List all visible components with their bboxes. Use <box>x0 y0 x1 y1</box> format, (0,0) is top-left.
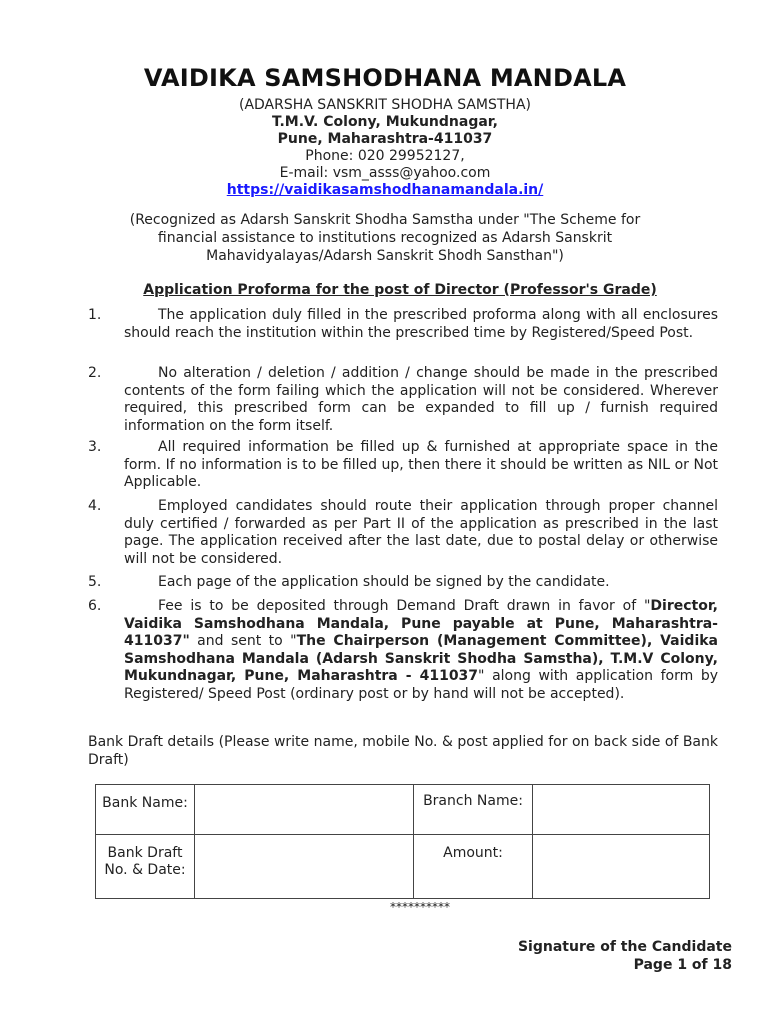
item-text: No alteration / deletion / addition / change should be made in the prescribed contents of the form failing which the application will not be considered. Wherever required, this prescribed form can be expanded to fill up / furnish required information on the form itself. <box>124 365 718 434</box>
org-subtitle: (ADARSHA SANSKRIT SHODHA SAMSTHA) <box>238 97 532 113</box>
instruction-item <box>88 365 718 435</box>
item-text: " along with application form by Registered/ Speed Post (ordinary post or by hand will not be accepted). <box>124 668 718 702</box>
website-wrap <box>0 181 770 199</box>
item-number: 2. <box>88 365 102 381</box>
item-text: Fee is to be deposited through Demand Draft drawn in favor of " <box>158 598 651 614</box>
instruction-item <box>88 598 718 703</box>
item-number: 4. <box>88 498 102 514</box>
instruction-item <box>88 439 718 492</box>
amount-field[interactable] <box>533 835 710 899</box>
page-number: Page 1 of 18 <box>633 957 732 973</box>
bank-draft-table <box>95 784 710 899</box>
instruction-item <box>88 307 718 342</box>
payee-text: Director, Vaidika Samshodhana Mandala, Pune payable at Pune, Maharashtra-411037" <box>124 598 718 649</box>
amount-label: Amount: <box>414 835 533 899</box>
item-number: 6. <box>88 598 102 614</box>
branch-name-field[interactable] <box>533 785 710 835</box>
footer <box>518 938 732 974</box>
branch-name-label: Branch Name: <box>414 785 533 835</box>
item-number: 5. <box>88 574 102 590</box>
bank-draft-note: Bank Draft details (Please write name, mobile No. & post applied for on back side of Bank Draft) <box>88 734 718 768</box>
address-line-2: Pune, Maharashtra-411037 <box>277 131 493 147</box>
bank-name-label: Bank Name: <box>96 785 195 835</box>
draft-field[interactable] <box>195 835 414 899</box>
org-title: VAIDIKA SAMSHODHANA MANDALA <box>143 64 627 92</box>
instruction-item <box>88 498 718 568</box>
item-text: All required information be filled up & furnished at appropriate space in the form. If no information is to be filled up, then there it should be written as NIL or Not Applicable. <box>124 439 718 490</box>
phone-line: Phone: 020 29952127, <box>305 148 465 164</box>
email-line: E-mail: vsm_asss@yahoo.com <box>279 165 491 181</box>
recipient-text: The Chairperson (Management Committee), Vaidika Samshodhana Mandala (Adarsh Sanskrit Shodha Samstha), T.M.V Colony, Mukundnagar, Pune, Maharashtra - 411037 <box>124 633 719 684</box>
instruction-item <box>88 574 718 592</box>
website-link[interactable]: https://vaidikasamshodhanamandala.in/ <box>226 182 544 198</box>
recognition-note: (Recognized as Adarsh Sanskrit Shodha Samstha under "The Scheme for financial assistance to institutions recognized as Adarsh Sanskrit Mahavidyalayas/Adarsh Sanskrit Shodh Sansthan") <box>129 212 641 264</box>
item-text: The application duly filled in the prescribed proforma along with all enclosures should reach the institution within the prescribed time by Registered/Speed Post. <box>124 307 718 341</box>
item-text: Each page of the application should be signed by the candidate. <box>158 574 610 590</box>
draft-label: Bank Draft No. & Date: <box>96 835 195 899</box>
bank-name-field[interactable] <box>195 785 414 835</box>
item-number: 3. <box>88 439 102 455</box>
form-heading: Application Proforma for the post of Director (Professor's Grade) <box>143 282 657 298</box>
item-text: Employed candidates should route their application through proper channel duly certified / forwarded as per Part II of the application as prescribed in the last page. The application received after the last date, due to postal delay or otherwise will not be considered. <box>124 498 718 567</box>
signature-label: Signature of the Candidate <box>517 939 732 955</box>
item-text: and sent to " <box>189 633 297 649</box>
separator: ********** <box>390 900 450 914</box>
item-number: 1. <box>88 307 102 323</box>
address-line-1: T.M.V. Colony, Mukundnagar, <box>272 114 498 130</box>
